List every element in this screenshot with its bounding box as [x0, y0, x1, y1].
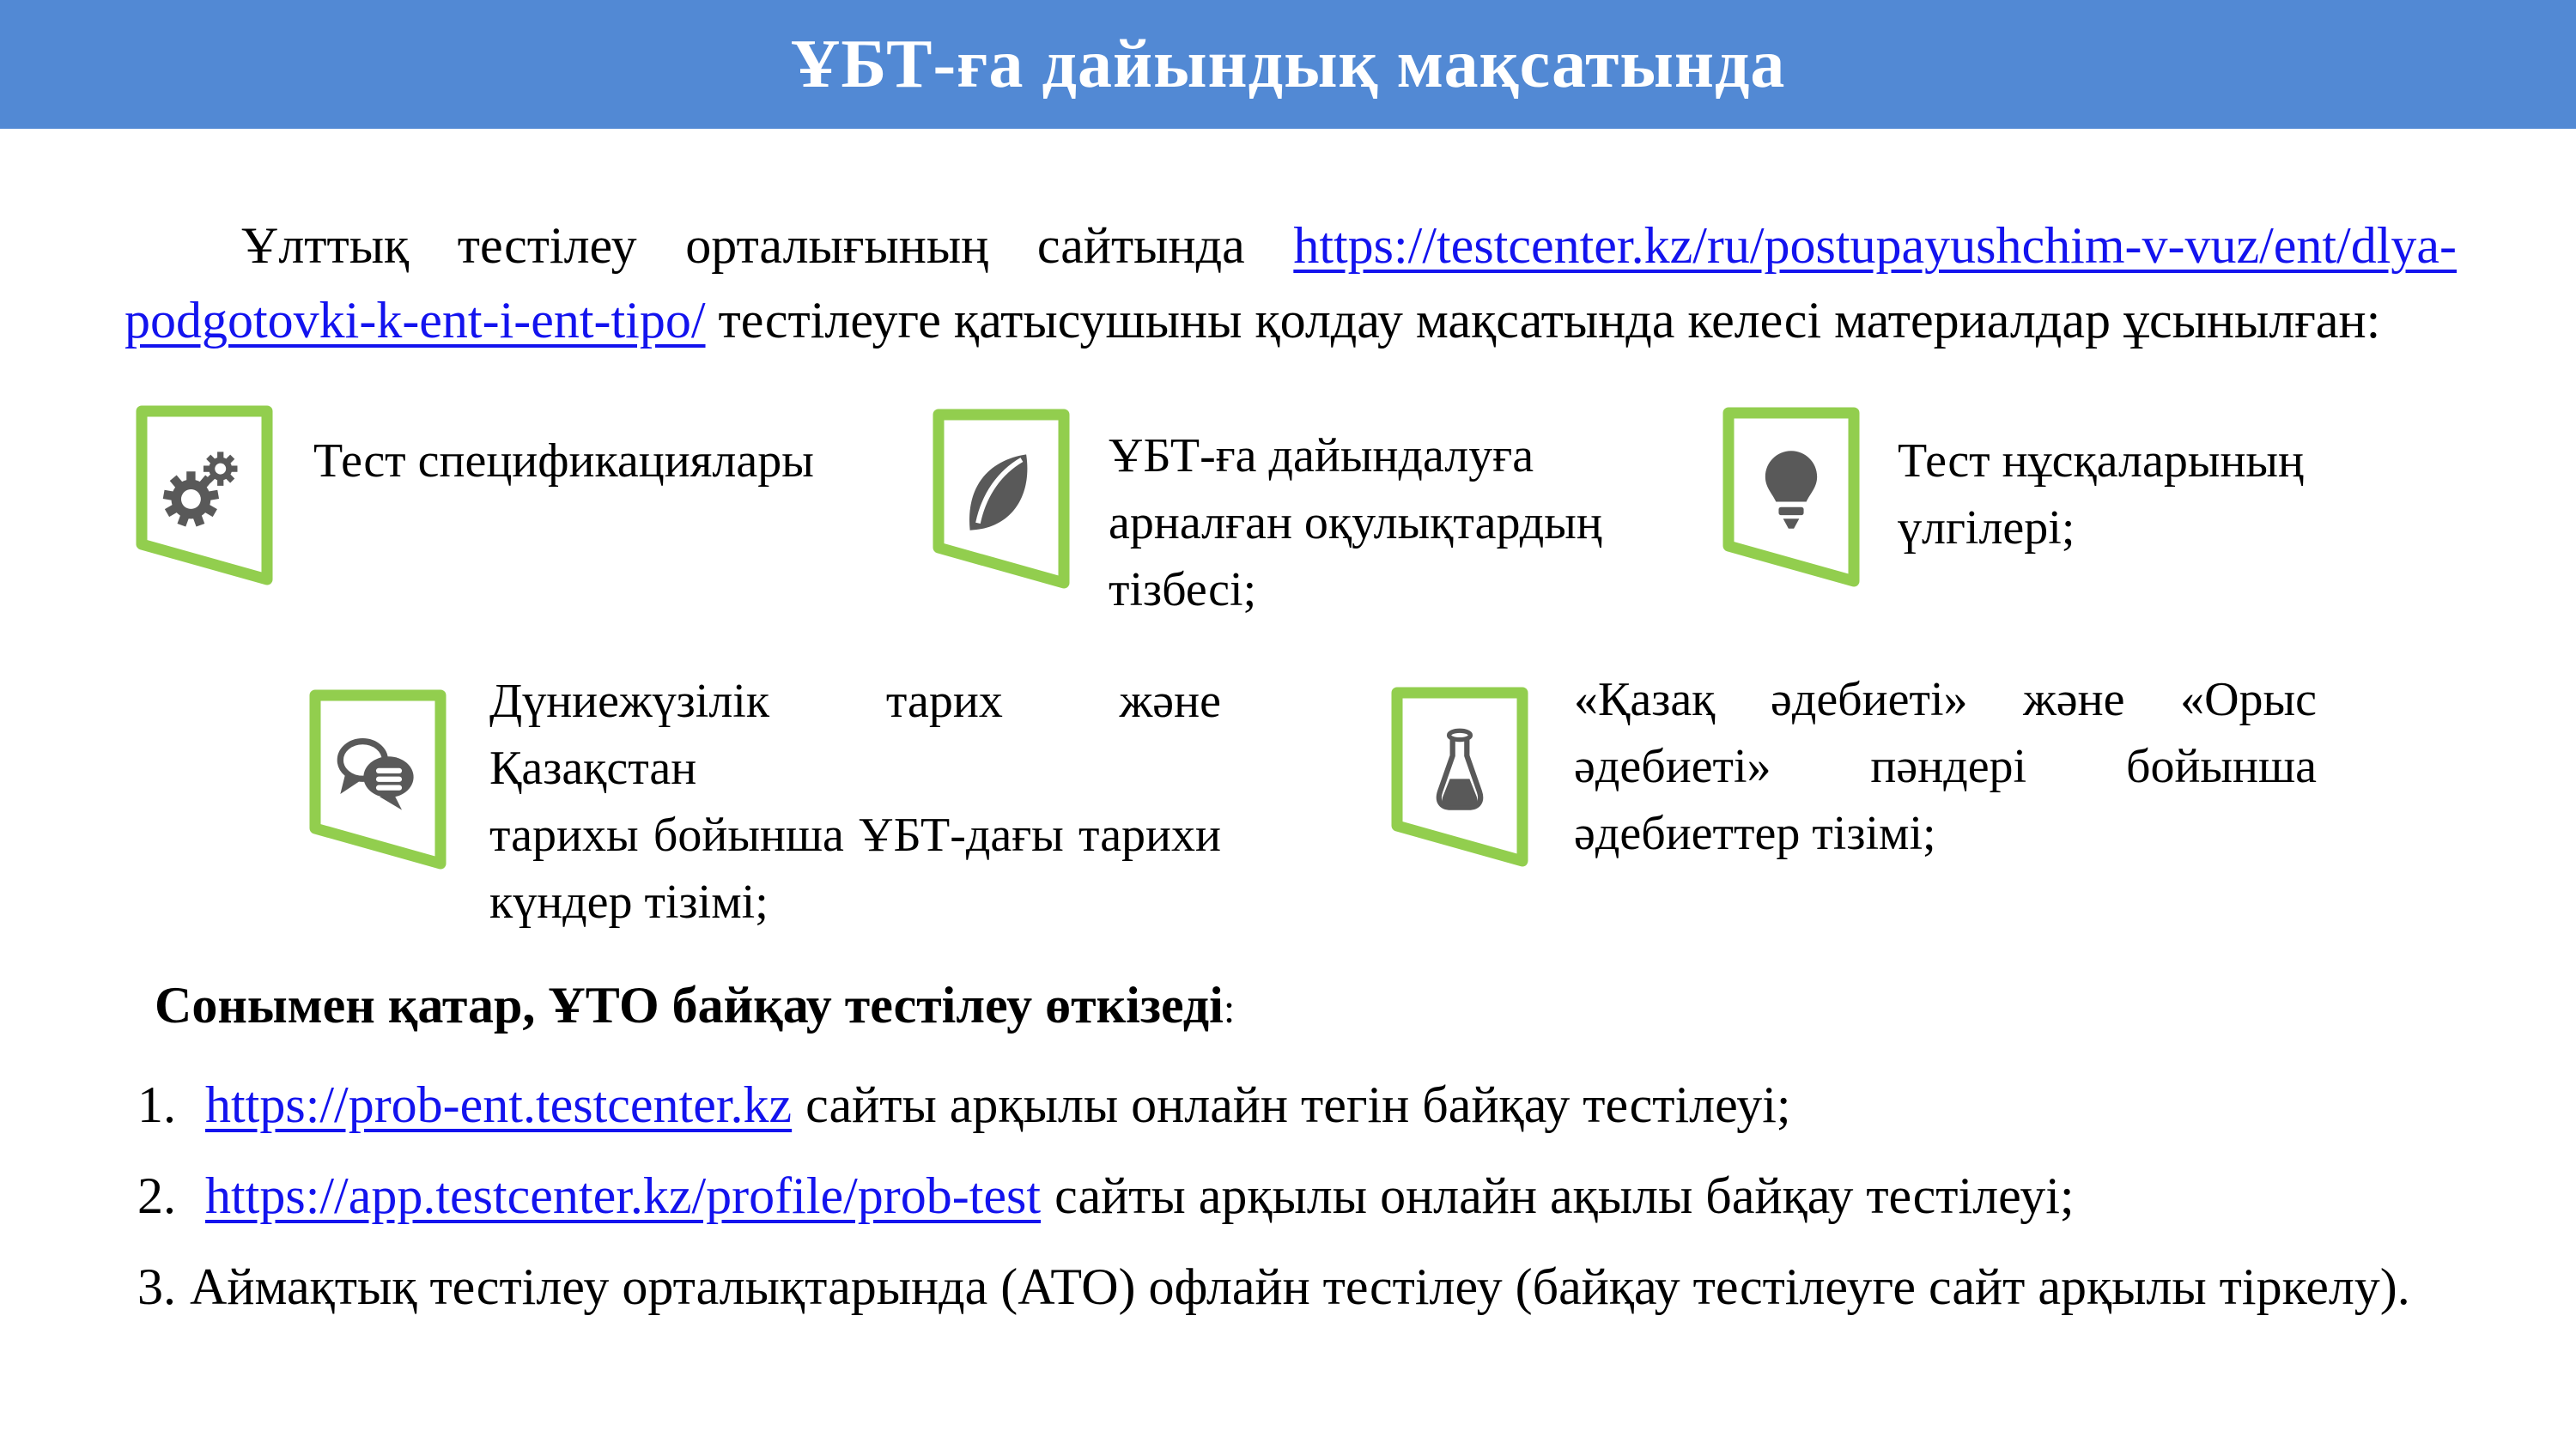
item-link[interactable]: https://app.testcenter.kz/profile/prob-test — [205, 1167, 1042, 1224]
list-item — [137, 1168, 2524, 1223]
lightbulb-icon — [1747, 446, 1836, 535]
title-bar — [0, 0, 2576, 129]
card-label — [489, 668, 1221, 936]
intro-paragraph — [125, 209, 2457, 358]
pennant-shape — [1722, 407, 1860, 587]
card-label-line: «Қазақ әдебиеті» және «Орыс — [1574, 673, 2317, 726]
card-label-line: әдебиеттер тізімі; — [1574, 807, 1936, 860]
closing-heading-colon: : — [1223, 986, 1236, 1032]
item-number: 1. — [137, 1076, 176, 1133]
item-text: сайты арқылы онлайн ақылы байқау тестілеуі; — [1054, 1167, 2075, 1224]
gears-icon — [160, 444, 249, 533]
closing-heading — [155, 977, 2524, 1038]
card-label-line: Тест нұсқаларының — [1898, 434, 2305, 488]
leaf-icon — [957, 447, 1046, 537]
item-link[interactable]: https://prob-ent.testcenter.kz — [205, 1076, 793, 1133]
pennant-shape — [136, 405, 273, 585]
item-number: 2. — [137, 1167, 176, 1224]
closing-heading-text: Сонымен қатар, ҰТО байқау тестілеу өткізеді — [155, 977, 1224, 1034]
card-label-line: күндер тізімі; — [489, 876, 769, 929]
chat-bubbles-icon — [333, 728, 422, 817]
card-label-line: үлгілері; — [1898, 501, 2075, 555]
intro-text-after: тестілеуге қатысушыны қолдау мақсатында келесі материалдар ұсынылған: — [705, 292, 2381, 349]
card-label-line: әдебиеті» пәндері бойынша — [1574, 740, 2317, 793]
closing-section — [137, 977, 2524, 1350]
card-label — [313, 427, 846, 494]
card-label-line: тарихы бойынша ҰБТ-дағы тарихи — [489, 809, 1221, 862]
pennant-shape — [309, 689, 447, 870]
intro-link[interactable]: https://testcenter.kz/ru/postupayushchim-v-vuz/ent/dlya-podgotovki-k-ent-i-ent-tipo/ — [125, 217, 2457, 349]
intro-text-before: Ұлттық тестілеу орталығының сайтында — [241, 217, 1294, 274]
card-label-line: тізбесі; — [1109, 563, 1257, 616]
item-text: Аймақтық тестілеу орталықтарында (АТО) офлайн тестілеу (байқау тестілеуге сайт арқылы тіркелу). — [190, 1258, 2410, 1315]
card-label — [1109, 422, 1680, 623]
card-label-line: ҰБТ-ға дайындалуға — [1109, 429, 1534, 482]
item-number: 3. — [137, 1258, 176, 1315]
pennant-shape — [933, 409, 1070, 589]
list-item — [137, 1077, 2524, 1132]
card-label-line: Дүниежүзілік тарих және Қазақстан — [489, 675, 1221, 795]
card-label — [1574, 666, 2317, 867]
card-label — [1898, 427, 2430, 561]
list-item — [137, 1259, 2524, 1314]
card-label-line: арналған оқулықтардың — [1109, 496, 1602, 549]
flask-icon — [1415, 725, 1504, 815]
pennant-shape — [1391, 687, 1528, 867]
probe-test-list — [137, 1077, 2524, 1314]
item-text: сайты арқылы онлайн тегін байқау тестілеуі; — [805, 1076, 1791, 1133]
card-label-line: Тест спецификациялары — [313, 434, 814, 488]
page-title: ҰБТ-ға дайындық мақсатында — [790, 26, 1786, 102]
